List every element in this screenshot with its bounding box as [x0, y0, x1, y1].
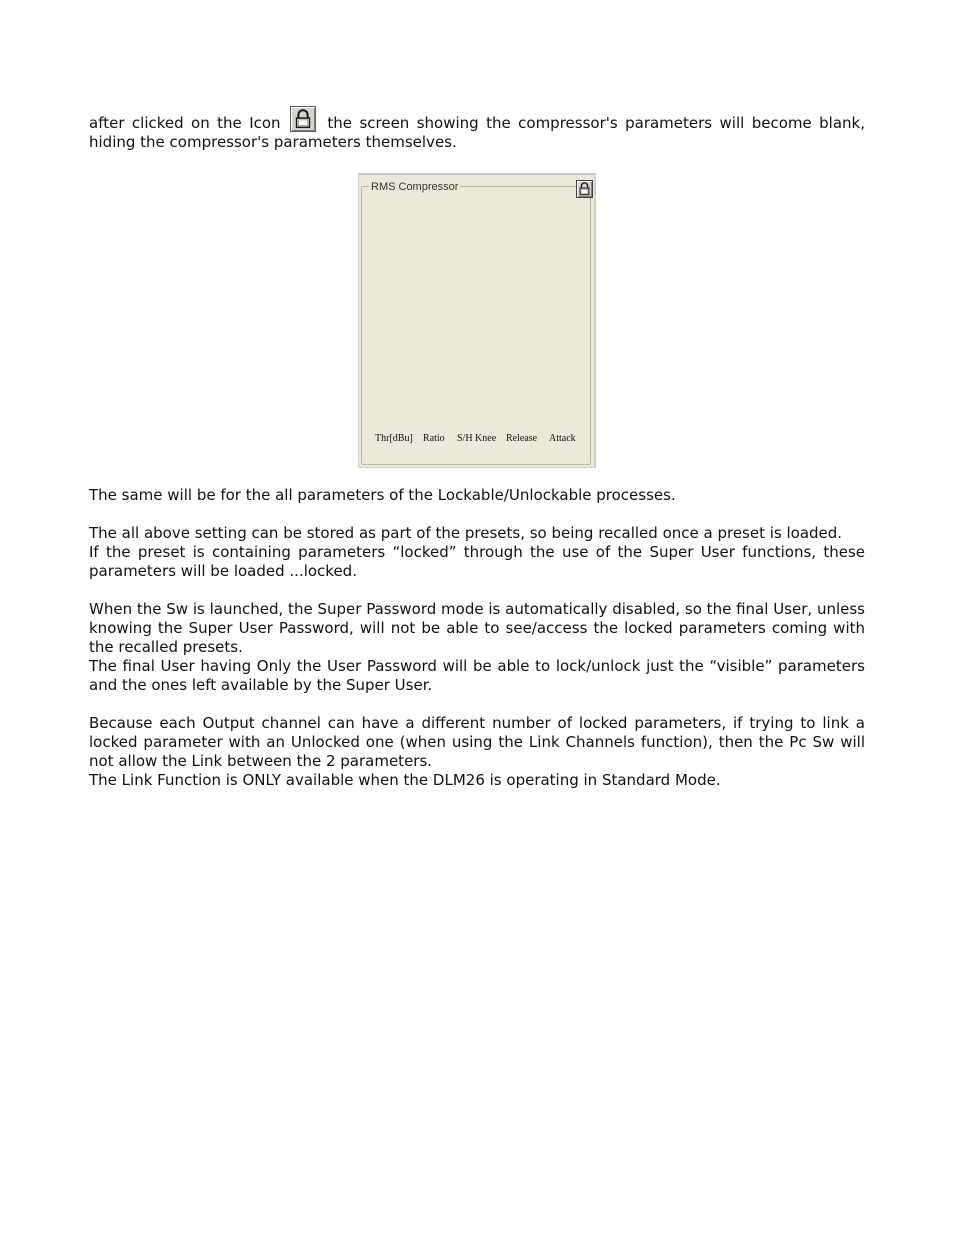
param-label-threshold: Thr[dBu]	[375, 433, 413, 444]
param-label-attack: Attack	[549, 433, 576, 444]
param-label-ratio: Ratio	[423, 433, 445, 444]
param-label-release: Release	[506, 433, 538, 444]
intro-text-after: the screen showing the compressor's parameters will become blank, hiding the compressor's parameters themselves.	[89, 114, 866, 151]
lock-icon[interactable]	[576, 180, 593, 198]
intro-section	[89, 106, 865, 152]
compressor-title: RMS Compressor	[371, 181, 459, 193]
paragraph-lockable: The same will be for the all parameters of the Lockable/Unlockable processes.	[89, 486, 676, 504]
paragraph-user-password: The final User having Only the User Password will be able to lock/unlock just the “visible” parameters and the ones left available by the Super User.	[89, 657, 865, 694]
intro-paragraph	[89, 106, 865, 152]
compressor-groupbox	[361, 186, 591, 465]
param-label-knee: S/H Knee	[457, 433, 497, 444]
parameter-labels	[375, 433, 590, 445]
compressor-panel	[358, 173, 596, 468]
rms-compressor-figure	[358, 173, 596, 468]
intro-text-before: after clicked on the Icon	[89, 114, 288, 132]
body-text	[89, 486, 865, 790]
paragraph-presets: The all above setting can be stored as part of the presets, so being recalled once a preset is loaded.	[89, 524, 843, 542]
paragraph-locked-presets: If the preset is containing parameters “locked” through the use of the Super User functions, these parameters will be loaded ...locked.	[89, 543, 865, 580]
lock-icon	[290, 106, 316, 132]
paragraph-link-function: The Link Function is ONLY available when the DLM26 is operating in Standard Mode.	[89, 771, 721, 789]
paragraph-link-channels: Because each Output channel can have a different number of locked parameters, if trying to link a locked parameter with an Unlocked one (when using the Link Channels function), then the Pc Sw will not allow the Link between the 2 parameters.	[89, 714, 865, 770]
paragraph-super-password: When the Sw is launched, the Super Password mode is automatically disabled, so the final User, unless knowing the Super User Password, will not be able to see/access the locked parameters coming with the recalled presets.	[89, 600, 865, 656]
